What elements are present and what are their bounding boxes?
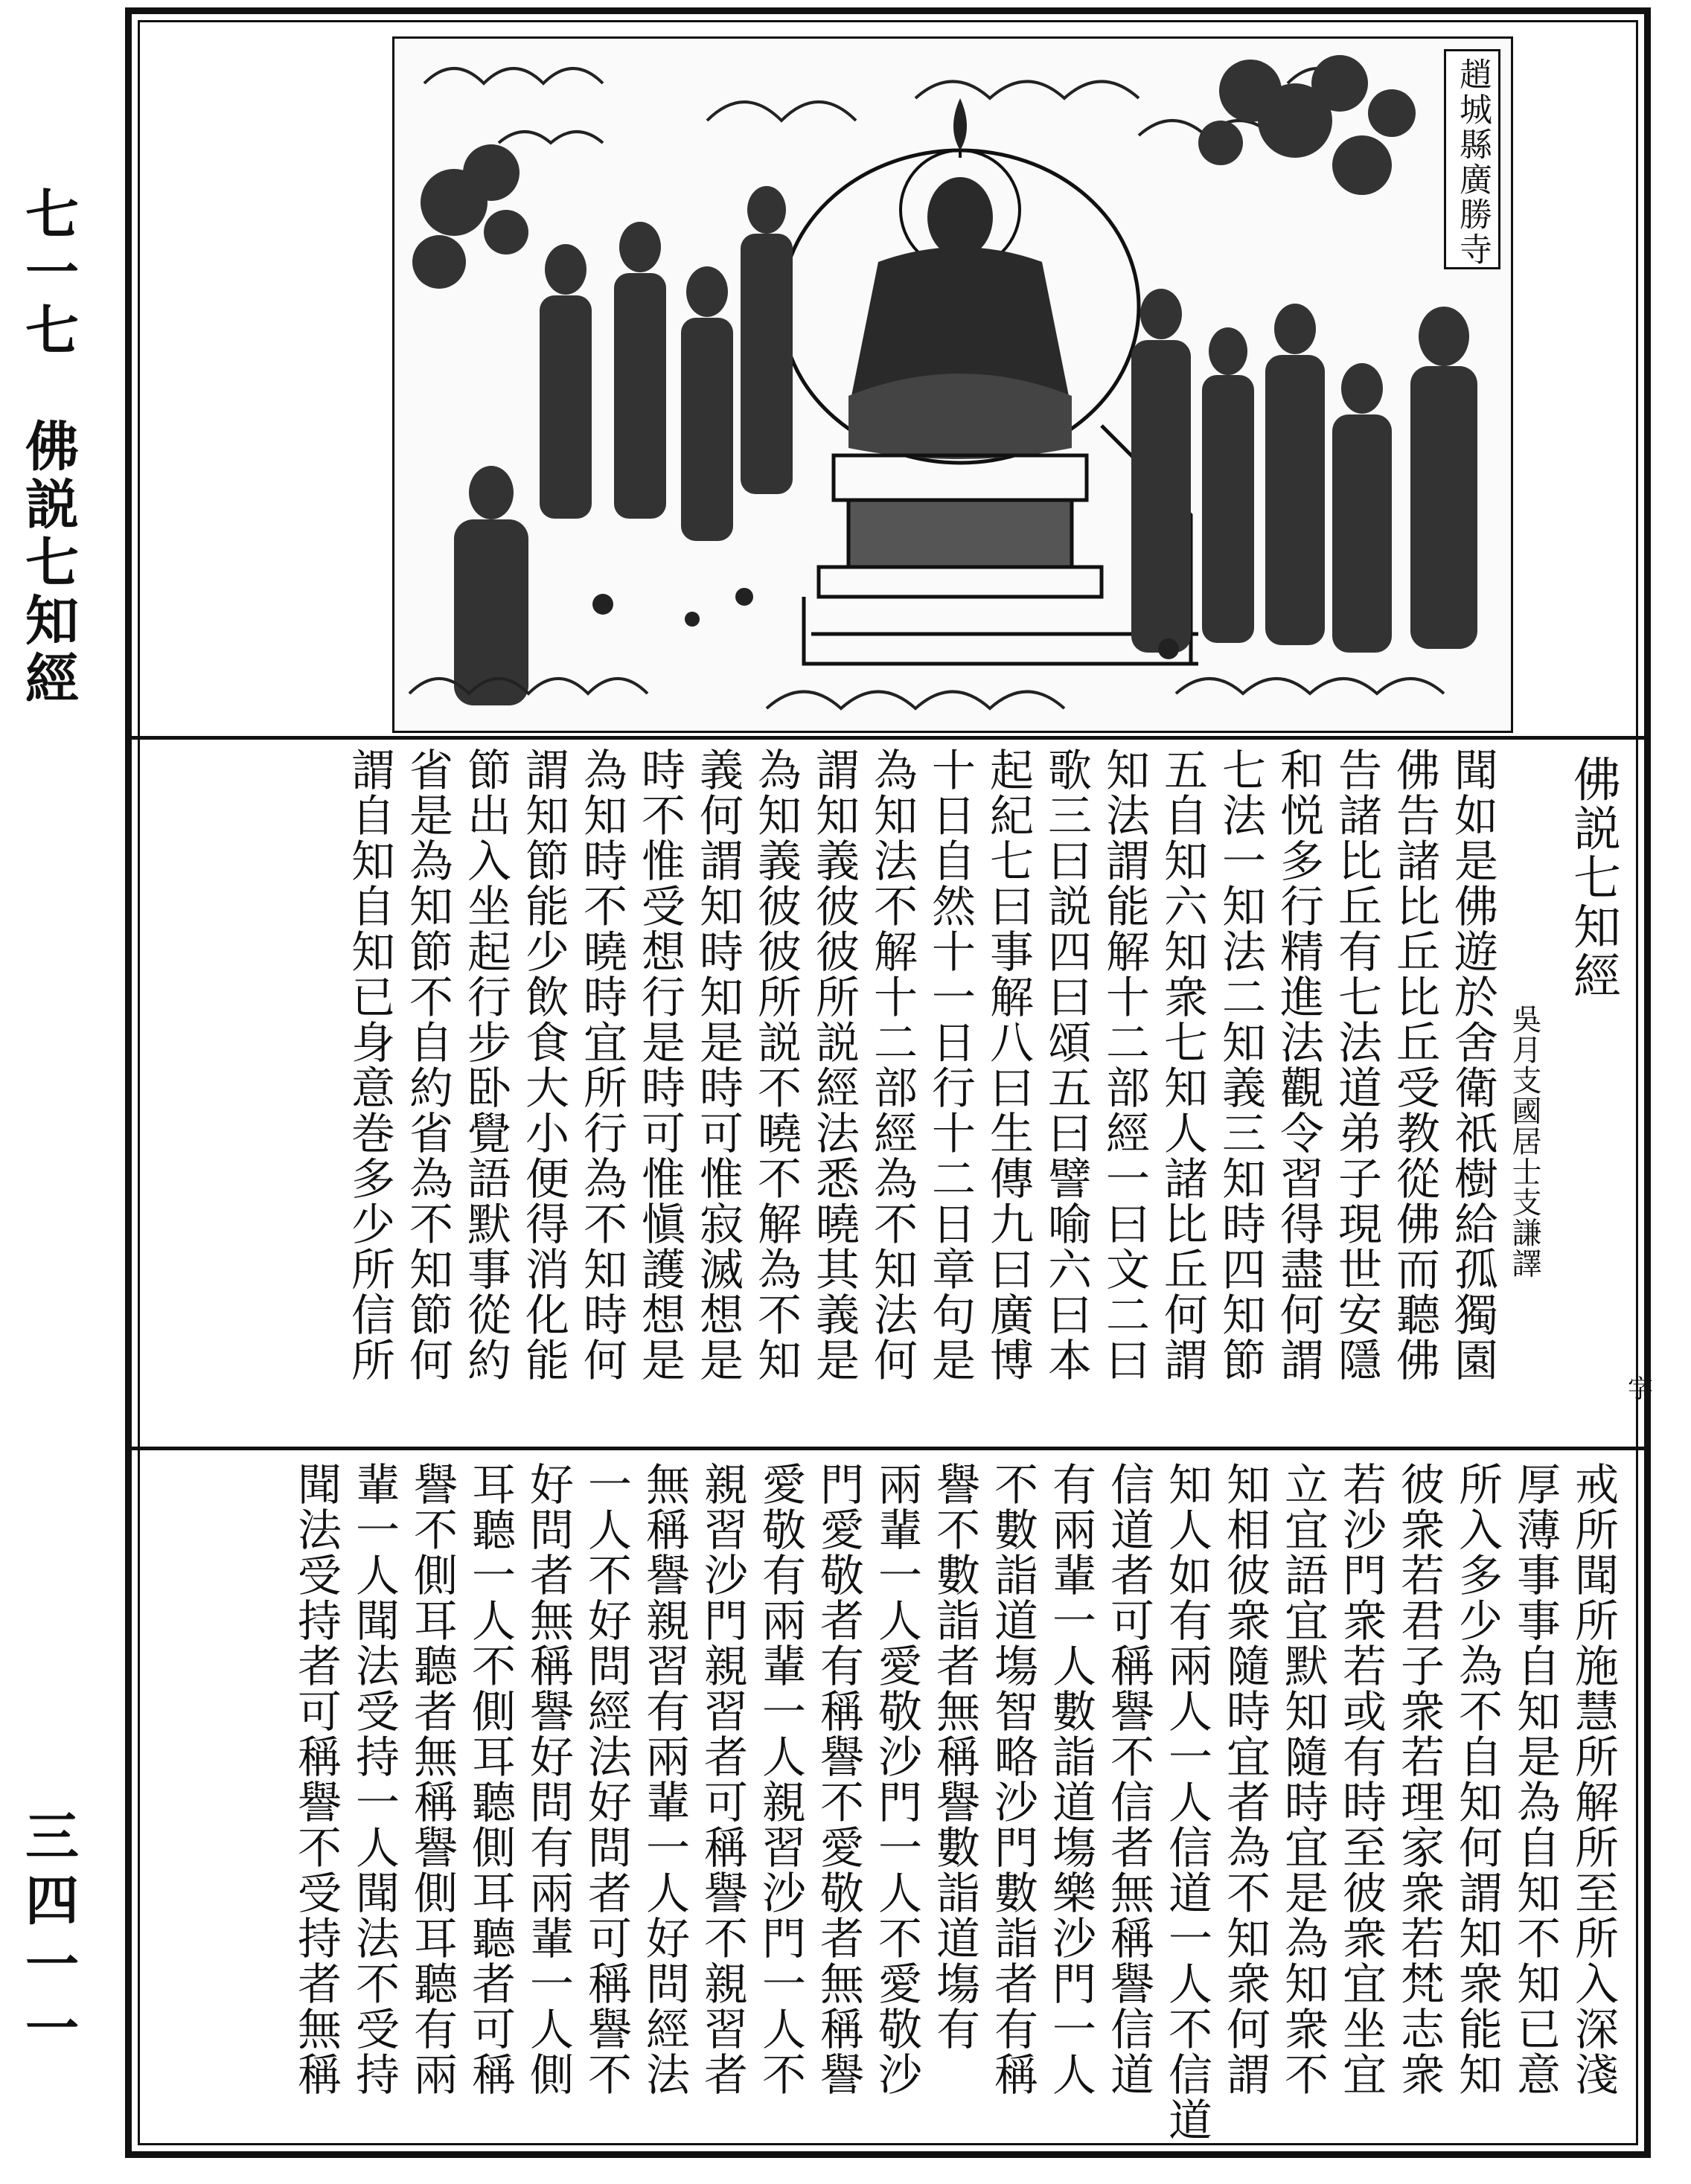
text-column: 知法謂能解十二部經一曰文二曰	[1099, 747, 1150, 1383]
page-frame	[125, 7, 1651, 2158]
text-panel-1	[154, 747, 1622, 1432]
text-column: 佛告諸比丘比丘受教從佛而聽佛	[1389, 747, 1440, 1383]
text-column: 無稱譽親習有兩輩一人好問經法	[639, 1461, 690, 2097]
text-column: 所入多少為不自知何謂知衆能知	[1451, 1461, 1503, 2097]
text-panel-2	[154, 1461, 1622, 2146]
volume-title: 七一七 佛説七知經	[16, 186, 80, 708]
text-column: 兩輩一人愛敬沙門一人不愛敬沙	[871, 1461, 922, 2097]
text-column: 輩一人聞法受持一人聞法不受持	[348, 1461, 400, 2097]
text-column: 知人如有兩人一人信道一人不信道	[1161, 1461, 1212, 2142]
text-column: 五自知六知衆七知人諸比丘何謂	[1157, 747, 1208, 1383]
text-column: 七法一知法二知義三知時四知節	[1215, 747, 1266, 1383]
page-number: 三四一一	[16, 1808, 80, 2064]
text-column: 十日自然十一日行十二日章句是	[924, 747, 976, 1383]
text-column: 歌三曰説四曰頌五曰譬喻六曰本	[1041, 747, 1092, 1383]
text-column: 譽不側耳聽者無稱譽側耳聽有兩	[406, 1461, 458, 2097]
text-column: 聞如是佛遊於舍衛祇樹給孤獨園	[1447, 747, 1498, 1383]
text-column: 聞法受持者可稱譽不受持者無稱	[290, 1461, 342, 2097]
text-column: 節出入坐起行步卧覺語默事從約	[460, 747, 511, 1383]
text-column: 義何謂知時知是時可惟寂滅想是	[692, 747, 744, 1383]
text-column: 省是為知節不自約省為不知節何	[402, 747, 453, 1383]
text-column: 和悦多行精進法觀令習得盡何謂	[1273, 747, 1324, 1383]
text-column: 門愛敬者有稱譽不愛敬者無稱譽	[813, 1461, 864, 2097]
text-column: 謂知節能少飲食大小便得消化能	[518, 747, 569, 1383]
text-column: 立宜語宜默知隨時宜是為知衆不	[1277, 1461, 1329, 2097]
text-column: 有兩輩一人數詣道塲樂沙門一人	[1045, 1461, 1096, 2097]
text-column: 為知時不曉時宜所行為不知時何	[576, 747, 627, 1383]
section-divider	[132, 736, 1644, 740]
woodcut-drawing	[394, 39, 1511, 731]
text-column: 親習沙門親習者可稱譽不親習者	[697, 1461, 748, 2097]
sutra-title: 佛説七知經	[1565, 755, 1620, 1000]
text-column: 時不惟受想行是時可惟愼護想是	[634, 747, 685, 1383]
text-column: 為知義彼彼所説不曉不解為不知	[750, 747, 802, 1383]
text-column: 愛敬有兩輩一人親習沙門一人不	[755, 1461, 806, 2097]
text-column: 知相彼衆隨時宜者為不知衆何謂	[1219, 1461, 1270, 2097]
text-column: 譽不數詣者無稱譽數詣道塲有	[929, 1461, 980, 2052]
text-column: 謂自知自知已身意巻多少所信所	[344, 747, 395, 1383]
text-column: 不數詣道塲智略沙門數詣者有稱	[987, 1461, 1038, 2097]
section-divider	[132, 1447, 1644, 1450]
disciples-right	[1131, 289, 1477, 653]
translator-line: 吳月支國居士支謙譯	[1507, 1004, 1541, 1278]
margin-running-header	[16, 186, 88, 708]
temple-label: 趙城縣廣勝寺	[1444, 49, 1500, 269]
text-column: 起紀七曰事解八曰生傳九曰廣博	[982, 747, 1034, 1383]
text-column: 好問者無稱譽好問有兩輩一人側	[522, 1461, 574, 2097]
text-column: 為知法不解十二部經為不知法何	[866, 747, 918, 1383]
text-column: 一人不好問經法好問者可稱譽不	[581, 1461, 632, 2097]
text-column: 耳聽一人不側耳聽側耳聽者可稱	[464, 1461, 516, 2097]
text-column: 告諸比丘有七法道弟子現世安隱	[1331, 747, 1382, 1383]
buddha-assembly-illustration	[392, 36, 1513, 733]
text-column: 厚薄事事自知是為自知不知已意	[1509, 1461, 1561, 2097]
text-column: 謂知義彼彼所説經法悉曉其義是	[808, 747, 860, 1383]
text-column: 彼衆若君子衆若理家衆若梵志衆	[1393, 1461, 1445, 2097]
text-column: 戒所聞所施慧所解所至所入深淺	[1567, 1461, 1619, 2097]
text-column: 信道者可稱譽不信者無稱譽信道	[1103, 1461, 1154, 2097]
text-column: 若沙門衆若或有時至彼衆宜坐宜	[1335, 1461, 1387, 2097]
seal-stamp: 字	[1628, 1374, 1653, 1404]
margin-page-number	[16, 1808, 88, 2064]
